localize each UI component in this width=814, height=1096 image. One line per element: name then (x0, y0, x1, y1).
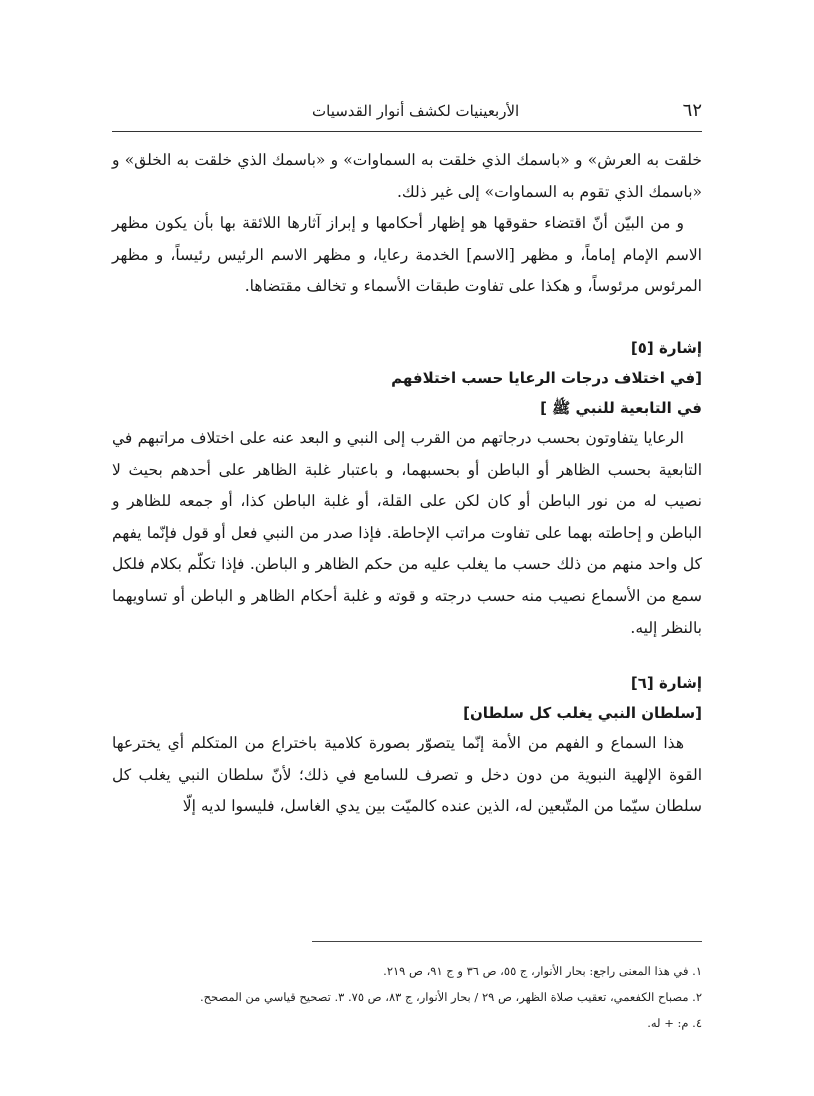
main-text (112, 145, 702, 823)
section-5-label: إشارة [٥] (630, 338, 702, 357)
section-5-title-line-2: في التابعية للنبي ﷺ ] (540, 398, 702, 417)
paragraph-2: و من البيّن أنّ اقتضاء حقوقها هو إظهار أحكامها و إبراز آثارها اللائقة بها بأن يكون مظهر الاسم الإمام إماماً، و مظهر [الاسم] الخدمة رعايا، و مظهر الاسم الرئيس رئيساً، و مظهر المرئوس مرئوساً، و هكذا على تفاوت طبقات الأسماء و تخالف مقتضاها. (112, 214, 702, 296)
spacer (112, 303, 702, 333)
paragraph-4: هذا السماع و الفهم من الأمة إنّما يتصوّر بصورة كلامية باختراع من المتكلم أي يخترعها القوة الإلهية النبوية من دون دخل و تصرف للسامع في ذلك؛ لأنّ سلطان النبي يغلب كل سلطان سيّما من المتّبعين له، الذين عنده كالميّت بين يدي الغاسل، فليسوا لديه إلّا (112, 734, 702, 816)
page-header (112, 96, 702, 130)
footnote-4: ٤. م: + له. (647, 1016, 702, 1030)
spacer (112, 644, 702, 668)
section-6-label: إشارة [٦] (630, 674, 702, 693)
footnote-2-3: ٢. مصباح الكفعمي، تعقيب صلاة الظهر، ص ٢٩ / بحار الأنوار، ج ٨٣، ص ٧٥. ٣. تصحيح قياسي من المصحح. (199, 990, 702, 1004)
section-6-title: [سلطان النبي يغلب كل سلطان] (463, 704, 702, 723)
paragraph-3: الرعايا يتفاوتون بحسب درجاتهم من القرب إلى النبي و البعد عنه على اختلاف مراتبهم في التابعية بحسب الظاهر أو الباطن أو بحسبهما، و باعتبار غلبة الظاهر على أحدهم بحيث لا نصيب له من نور الباطن أو كان لكن على القلة، أو غلبة الباطن كذا، أو جمعه للظاهر و الباطن و إحاطته بهما على تفاوت مراتب الإحاطة. فإذا صدر من النبي فعل أو قول فإنّما يفهم كل واحد منهم من ذلك حسب ما يغلب عليه من حكم الظاهر و الباطن. فإذا تكلّم بكلام فلكل سمع من الأسماع نصيب منه حسب درجته و قوته و غلبة أحكام الظاهر و الباطن أو تساويهما بالنظر إليه. (112, 428, 702, 637)
page-number: ٦٢ (682, 100, 702, 121)
footnotes (112, 958, 702, 1036)
running-title: الأربعينيات لكشف أنوار القدسيات (312, 102, 520, 120)
footnote-1: ١. في هذا المعنى راجع: بحار الأنوار، ج ٥٥، ص ٣٦ و ج ٩١، ص ٢١٩. (383, 964, 702, 978)
section-5-title-line-1: [في اختلاف درجات الرعايا حسب اختلافهم (391, 368, 702, 387)
header-rule (112, 131, 702, 132)
footnote-rule (312, 941, 702, 942)
paragraph-1: خلقت به العرش» و «باسمك الذي خلقت به السماوات» و «باسمك الذي خلقت به الخلق» و «باسمك الذي تقوم به السماوات» إلى غير ذلك. (112, 151, 702, 201)
